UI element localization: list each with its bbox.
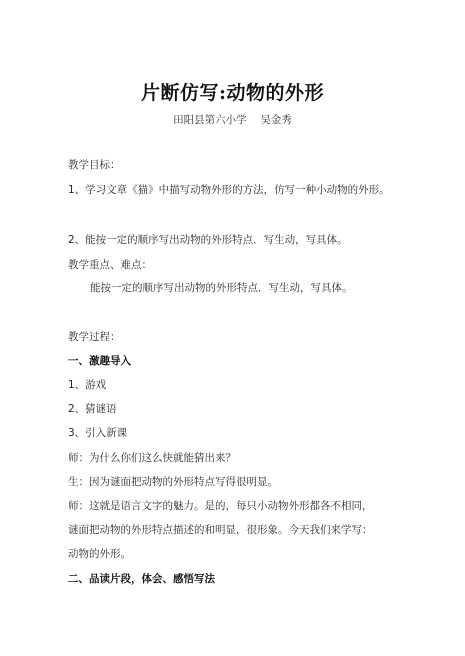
dialogue-teacher-2-cont: 谜面把动物的外形特点描述的和明显，很形象。今天我们来学写： [68,524,373,536]
dialogue-teacher-1: 师：为什么你们这么快就能猜出来？ [68,452,236,464]
section-heading-process: 教学过程： [68,331,121,343]
dialogue-teacher-2: 师：这就是语言文字的魅力。是的，每只小动物外形都各不相同， [68,500,373,512]
step-item-riddle: 2、猜谜语 [68,403,117,415]
step-heading-2: 二、品读片段，体会、感悟写法 [68,573,215,585]
step-item-game: 1、游戏 [68,379,107,391]
section-heading-goals: 教学目标： [68,159,121,171]
document-title: 片断仿写:动物的外形 [140,82,324,104]
dialogue-student-1: 生：因为谜面把动物的外形特点写得很明显。 [68,476,278,488]
author-line: 田阳县第六小学 吴金秀 [173,114,292,126]
section-heading-key-points: 教学重点、难点： [68,259,152,271]
dialogue-teacher-2-end: 动物的外形。 [68,548,131,560]
goal-item-2: 2、能按一定的顺序写出动物的外形特点．写生动，写具体。 [68,234,348,246]
key-points-text: 能按一定的顺序写出动物的外形特点．写生动，写具体。 [90,282,353,294]
step-item-intro: 3、引入新课 [68,427,128,439]
goal-item-1: 1、学习文章《猫》中描写动物外形的方法，仿写一种小动物的外形。 [68,184,390,196]
step-heading-1: 一、激趣导入 [68,355,131,367]
